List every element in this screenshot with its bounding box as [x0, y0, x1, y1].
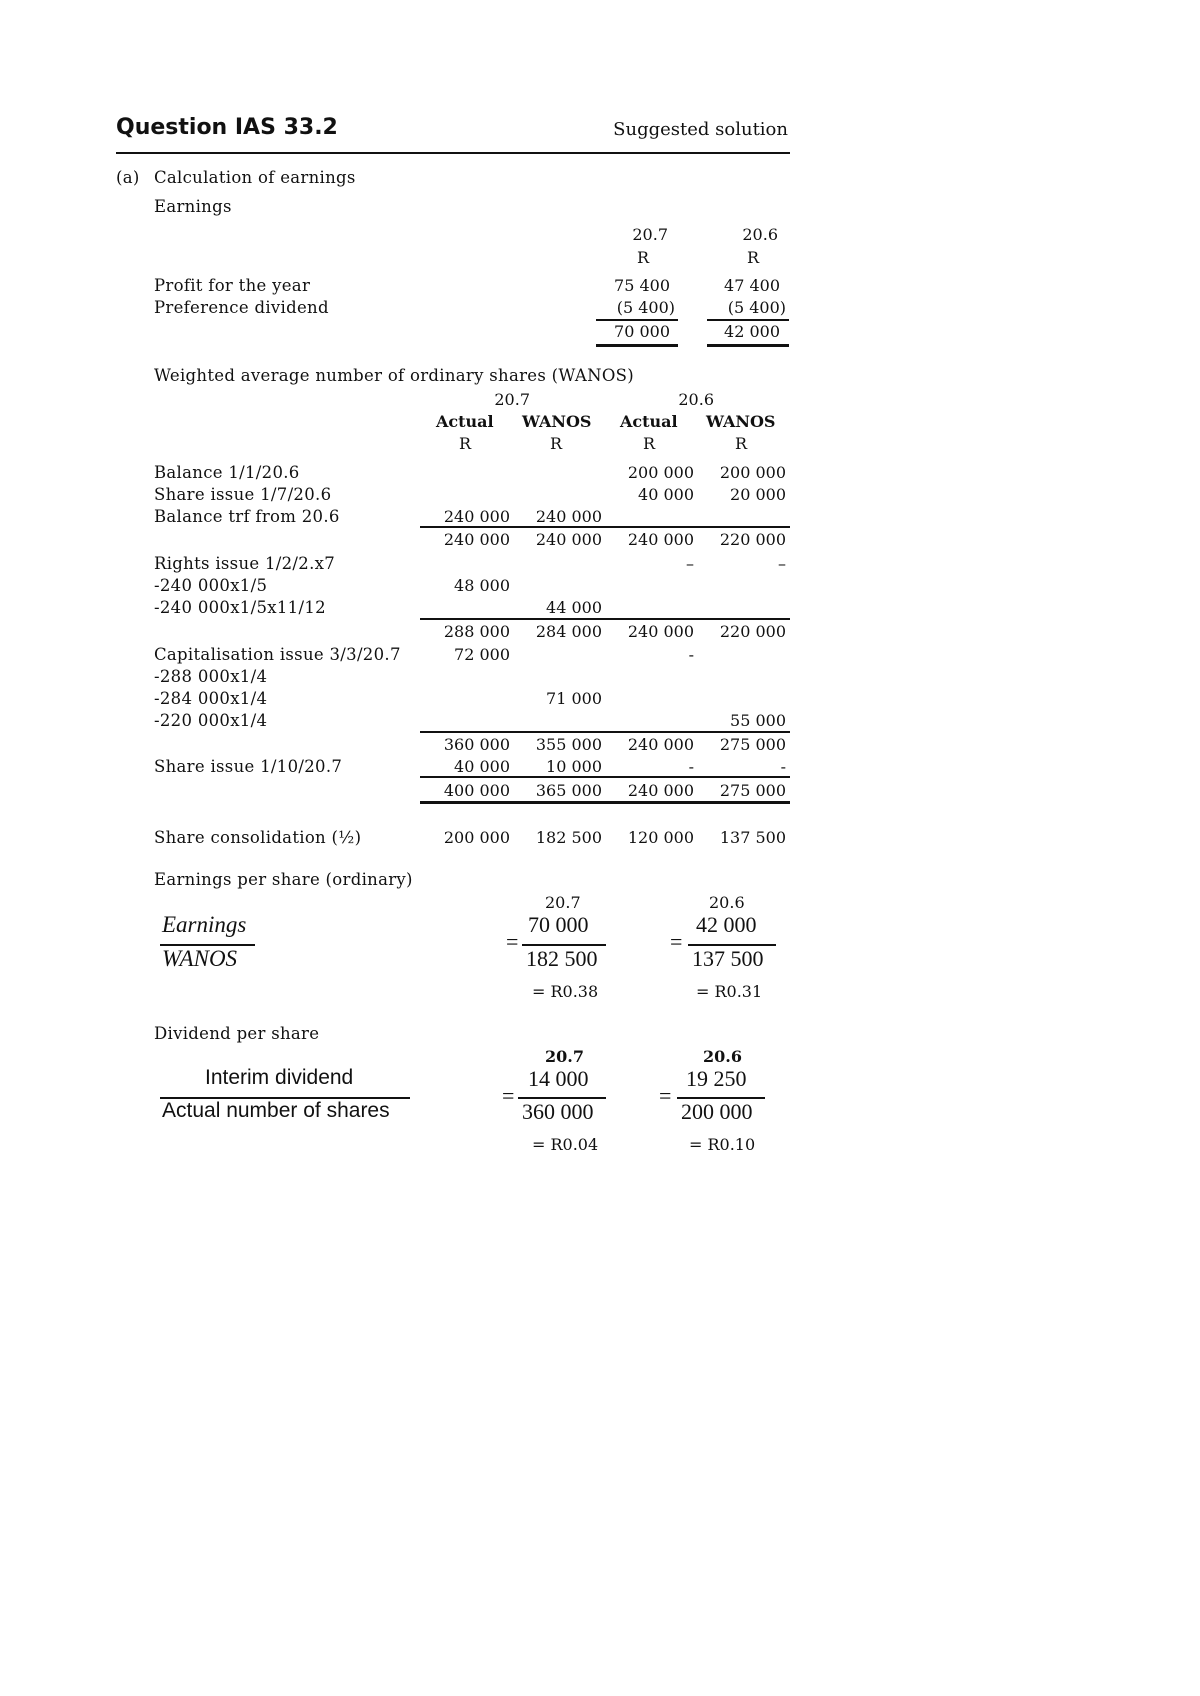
- eps-year-207: 20.7: [545, 893, 581, 912]
- eps-result: = R0.31: [696, 982, 763, 1001]
- wanos-cell: 71 000: [546, 689, 602, 708]
- wanos-cell: 240 000: [627, 530, 694, 549]
- part-label: (a): [116, 168, 140, 187]
- wanos-cell: 72 000: [454, 645, 510, 664]
- earnings-row-value: (5 400): [616, 298, 675, 317]
- dps-result: = R0.04: [532, 1135, 599, 1154]
- wanos-cell: 40 000: [638, 485, 694, 504]
- part-heading: Calculation of earnings: [154, 168, 356, 187]
- wanos-cell: 40 000: [454, 757, 510, 776]
- col-unit: R: [550, 434, 563, 453]
- dps-year-206: 20.6: [703, 1047, 742, 1066]
- earnings-year-207: 20.7: [632, 225, 668, 244]
- wanos-row-label: -240 000x1/5: [154, 576, 268, 595]
- header-subtitle: Suggested solution: [613, 119, 788, 140]
- equals-sign: =: [659, 1083, 672, 1108]
- wanos-row-label: -240 000x1/5x11/12: [154, 598, 326, 617]
- wanos-cell: 55 000: [730, 711, 786, 730]
- wanos-cell: 288 000: [443, 622, 510, 641]
- wanos-title: Weighted average number of ordinary shares (WANOS): [154, 366, 634, 385]
- earnings-title: Earnings: [154, 197, 232, 216]
- wanos-cell: 200 000: [719, 463, 786, 482]
- earnings-row-label: Profit for the year: [154, 276, 311, 295]
- dps-numerator: 14 000: [528, 1066, 589, 1091]
- wanos-cell: 284 000: [535, 622, 602, 641]
- wanos-cell: 240 000: [535, 507, 602, 526]
- dps-result: = R0.10: [689, 1135, 756, 1154]
- total-rule: [420, 801, 790, 804]
- eps-numerator-label: Earnings: [162, 912, 247, 937]
- eps-denominator: 137 500: [692, 946, 764, 971]
- wanos-row-label: Capitalisation issue 3/3/20.7: [154, 645, 401, 664]
- wanos-row-label: -288 000x1/4: [154, 667, 268, 686]
- eps-result: = R0.38: [532, 982, 599, 1001]
- earnings-total-206: 42 000: [724, 322, 780, 341]
- total-rule: [707, 344, 789, 347]
- wanos-cell: 240 000: [627, 781, 694, 800]
- earnings-year-206: 20.6: [742, 225, 778, 244]
- earnings-unit-206: R: [746, 248, 759, 267]
- wanos-row-label: Balance 1/1/20.6: [154, 463, 300, 482]
- eps-denominator-label: WANOS: [162, 946, 238, 971]
- wanos-cell: 240 000: [443, 507, 510, 526]
- dps-numerator: 19 250: [686, 1066, 747, 1091]
- earnings-unit-207: R: [636, 248, 649, 267]
- wanos-cell: 240 000: [627, 735, 694, 754]
- dps-denominator: 360 000: [522, 1099, 594, 1124]
- earnings-row-value: 75 400: [614, 276, 670, 295]
- earnings-row-value: 47 400: [724, 276, 780, 295]
- col-head: WANOS: [706, 412, 776, 431]
- dps-denominator-label: Actual number of shares: [162, 1099, 390, 1122]
- wanos-cell: 275 000: [719, 781, 786, 800]
- wanos-cell: 220 000: [719, 622, 786, 641]
- wanos-cell: 240 000: [535, 530, 602, 549]
- header-rule: [116, 152, 790, 154]
- wanos-cell: 365 000: [535, 781, 602, 800]
- subtotal-rule: [420, 618, 790, 620]
- consolidation-value: 182 500: [535, 828, 602, 847]
- consolidation-value: 200 000: [443, 828, 510, 847]
- wanos-cell: 20 000: [730, 485, 786, 504]
- eps-numerator: 70 000: [528, 912, 589, 937]
- wanos-year-206: 20.6: [678, 390, 714, 409]
- total-rule: [596, 344, 678, 347]
- col-unit: R: [459, 434, 472, 453]
- wanos-cell: 360 000: [443, 735, 510, 754]
- dps-year-207: 20.7: [545, 1047, 584, 1066]
- wanos-row-label: Share issue 1/10/20.7: [154, 757, 343, 776]
- subtotal-rule: [420, 776, 790, 778]
- consolidation-value: 120 000: [627, 828, 694, 847]
- eps-year-206: 20.6: [709, 893, 745, 912]
- wanos-cell: 240 000: [627, 622, 694, 641]
- wanos-cell: -: [688, 645, 694, 664]
- dps-denominator: 200 000: [681, 1099, 753, 1124]
- wanos-cell: 400 000: [443, 781, 510, 800]
- equals-sign: =: [670, 929, 683, 954]
- wanos-cell: 275 000: [719, 735, 786, 754]
- col-head: Actual: [436, 412, 494, 431]
- col-unit: R: [735, 434, 748, 453]
- subtotal-rule: [420, 526, 790, 528]
- eps-title: Earnings per share (ordinary): [154, 870, 413, 889]
- wanos-cell: 48 000: [454, 576, 510, 595]
- col-head: WANOS: [522, 412, 592, 431]
- wanos-year-207: 20.7: [494, 390, 530, 409]
- wanos-row-label: Share issue 1/7/20.6: [154, 485, 332, 504]
- earnings-row-label: Preference dividend: [154, 298, 329, 317]
- dps-numerator-label: Interim dividend: [205, 1066, 354, 1089]
- col-unit: R: [643, 434, 656, 453]
- subtotal-rule: [596, 319, 678, 321]
- wanos-cell: 44 000: [546, 598, 602, 617]
- eps-denominator: 182 500: [526, 946, 598, 971]
- wanos-cell: -: [688, 757, 694, 776]
- wanos-cell: –: [778, 554, 786, 573]
- equals-sign: =: [502, 1083, 515, 1108]
- wanos-cell: 355 000: [535, 735, 602, 754]
- page-title: Question IAS 33.2: [116, 115, 338, 140]
- subtotal-rule: [420, 731, 790, 733]
- wanos-cell: 220 000: [719, 530, 786, 549]
- wanos-cell: 240 000: [443, 530, 510, 549]
- wanos-row-label: -220 000x1/4: [154, 711, 268, 730]
- dps-title: Dividend per share: [154, 1024, 320, 1043]
- wanos-cell: -: [780, 757, 786, 776]
- earnings-row-value: (5 400): [727, 298, 786, 317]
- wanos-row-label: Rights issue 1/2/2.x7: [154, 554, 336, 573]
- consolidation-label: Share consolidation (½): [154, 828, 362, 847]
- wanos-row-label: -284 000x1/4: [154, 689, 268, 708]
- consolidation-value: 137 500: [719, 828, 786, 847]
- earnings-total-207: 70 000: [614, 322, 670, 341]
- equals-sign: =: [506, 929, 519, 954]
- wanos-cell: 200 000: [627, 463, 694, 482]
- wanos-cell: 10 000: [546, 757, 602, 776]
- wanos-cell: –: [686, 554, 694, 573]
- wanos-row-label: Balance trf from 20.6: [154, 507, 340, 526]
- subtotal-rule: [707, 319, 789, 321]
- col-head: Actual: [620, 412, 678, 431]
- eps-numerator: 42 000: [696, 912, 757, 937]
